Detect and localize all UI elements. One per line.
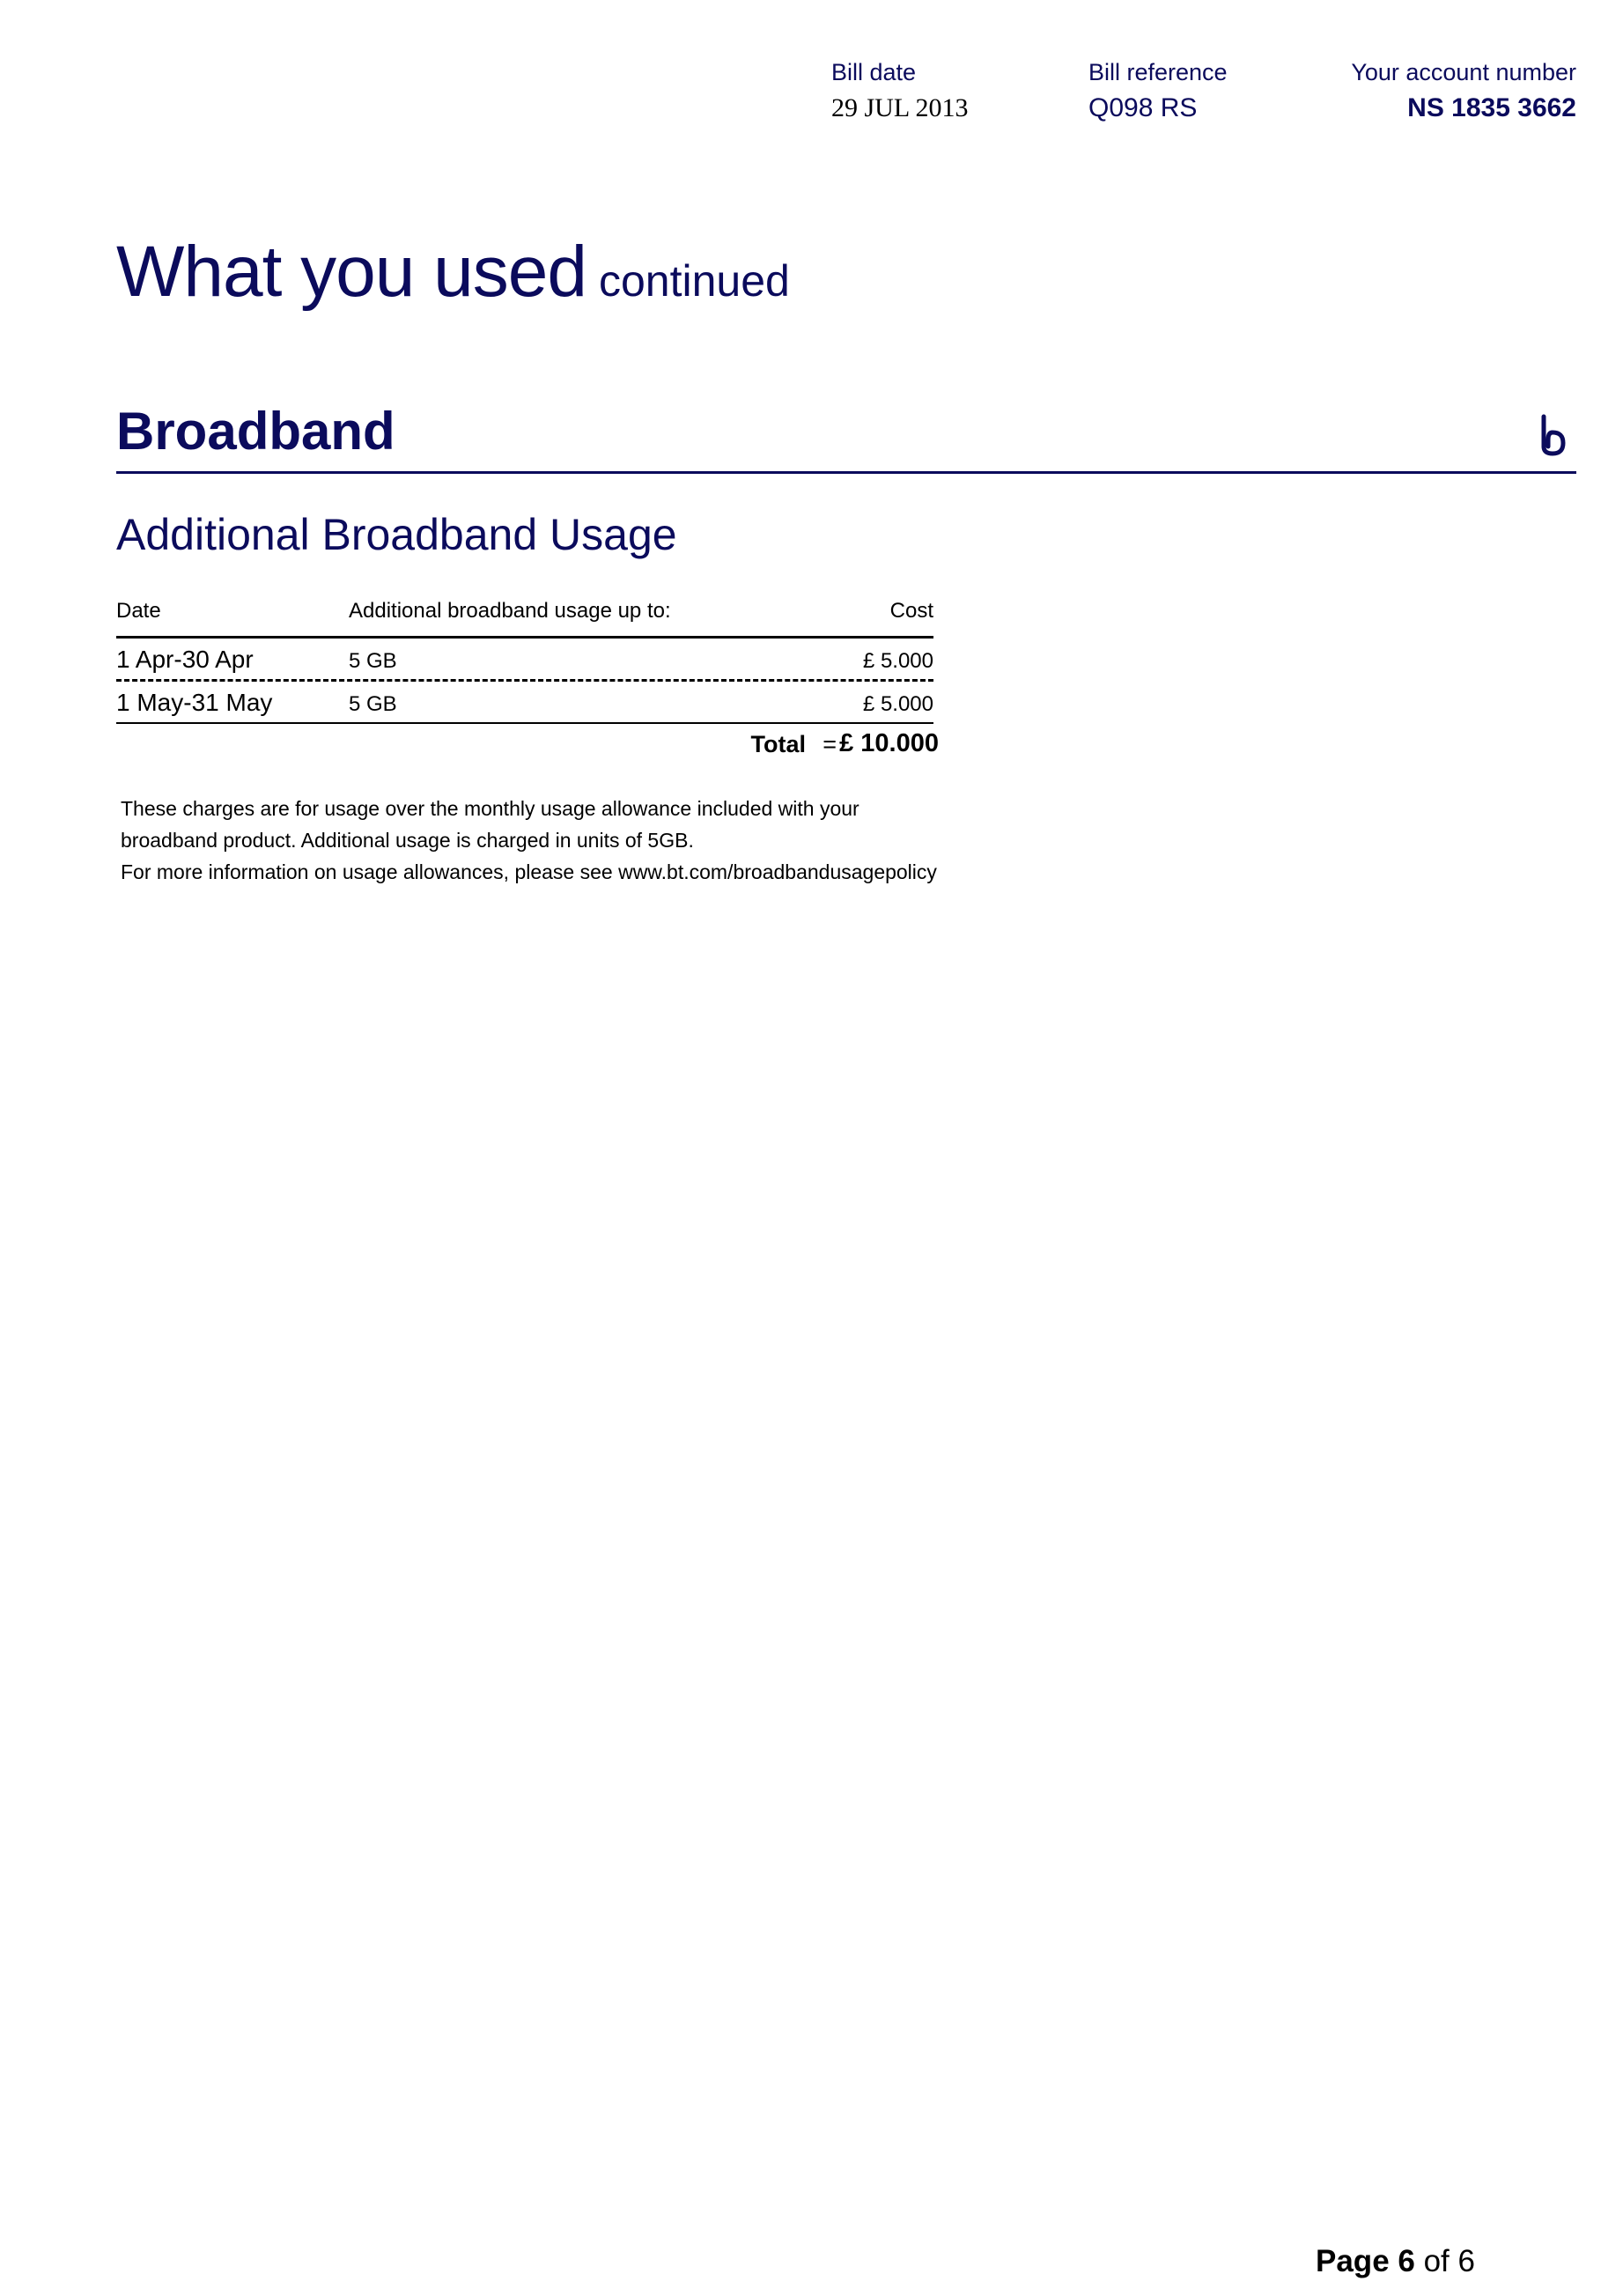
row-date: 1 Apr-30 Apr (116, 646, 254, 673)
note-line: These charges are for usage over the monthly usage allowance included with your (121, 797, 859, 820)
row-usage: 5 GB (349, 692, 397, 716)
page-title (116, 231, 790, 314)
row-cost: £ 5.000 (862, 649, 933, 673)
page-current: 6 (1398, 2244, 1415, 2278)
account-number-value: NS 1835 3662 (1407, 92, 1576, 122)
subsection-title: Additional Broadband Usage (116, 510, 677, 559)
page-word: Page (1316, 2244, 1390, 2278)
header-date: Date (116, 599, 161, 623)
table-header (116, 592, 933, 639)
header-cost: Cost (889, 599, 933, 623)
bill-date-value: 29 JUL 2013 (831, 92, 969, 122)
total-value: £ 10.000 (839, 729, 939, 757)
total-row (116, 724, 939, 766)
bill-date-block (831, 58, 969, 124)
bill-date-label: Bill date (831, 59, 917, 85)
page-title-main: What you used (116, 232, 586, 312)
usage-notes (121, 793, 1001, 888)
total-equals: = (823, 731, 837, 757)
header-usage: Additional broadband usage up to: (349, 599, 671, 623)
row-usage: 5 GB (349, 649, 397, 673)
total-label: Total (750, 731, 806, 757)
page-total: 6 (1457, 2244, 1475, 2278)
note-line: For more information on usage allowances, please see www.bt.com/broadbandusagepolicy (121, 860, 937, 883)
row-cost: £ 5.000 (862, 692, 933, 716)
bill-reference-label: Bill reference (1088, 59, 1228, 85)
section-header-broadband (116, 401, 1576, 474)
row-date: 1 May-31 May (116, 689, 273, 716)
account-number-label: Your account number (1351, 59, 1576, 85)
account-number-block (1351, 58, 1576, 124)
table-row (116, 639, 933, 682)
bill-reference-block (1088, 58, 1228, 124)
page-title-continued: continued (598, 256, 790, 306)
page-number (1316, 2244, 1475, 2279)
table-row (116, 682, 933, 724)
broadband-icon (1536, 413, 1571, 457)
of-word: of (1423, 2244, 1450, 2278)
usage-table (116, 592, 939, 766)
section-title: Broadband (116, 402, 395, 461)
note-line: broadband product. Additional usage is charged in units of 5GB. (121, 829, 694, 852)
bill-reference-value: Q098 RS (1088, 92, 1198, 122)
